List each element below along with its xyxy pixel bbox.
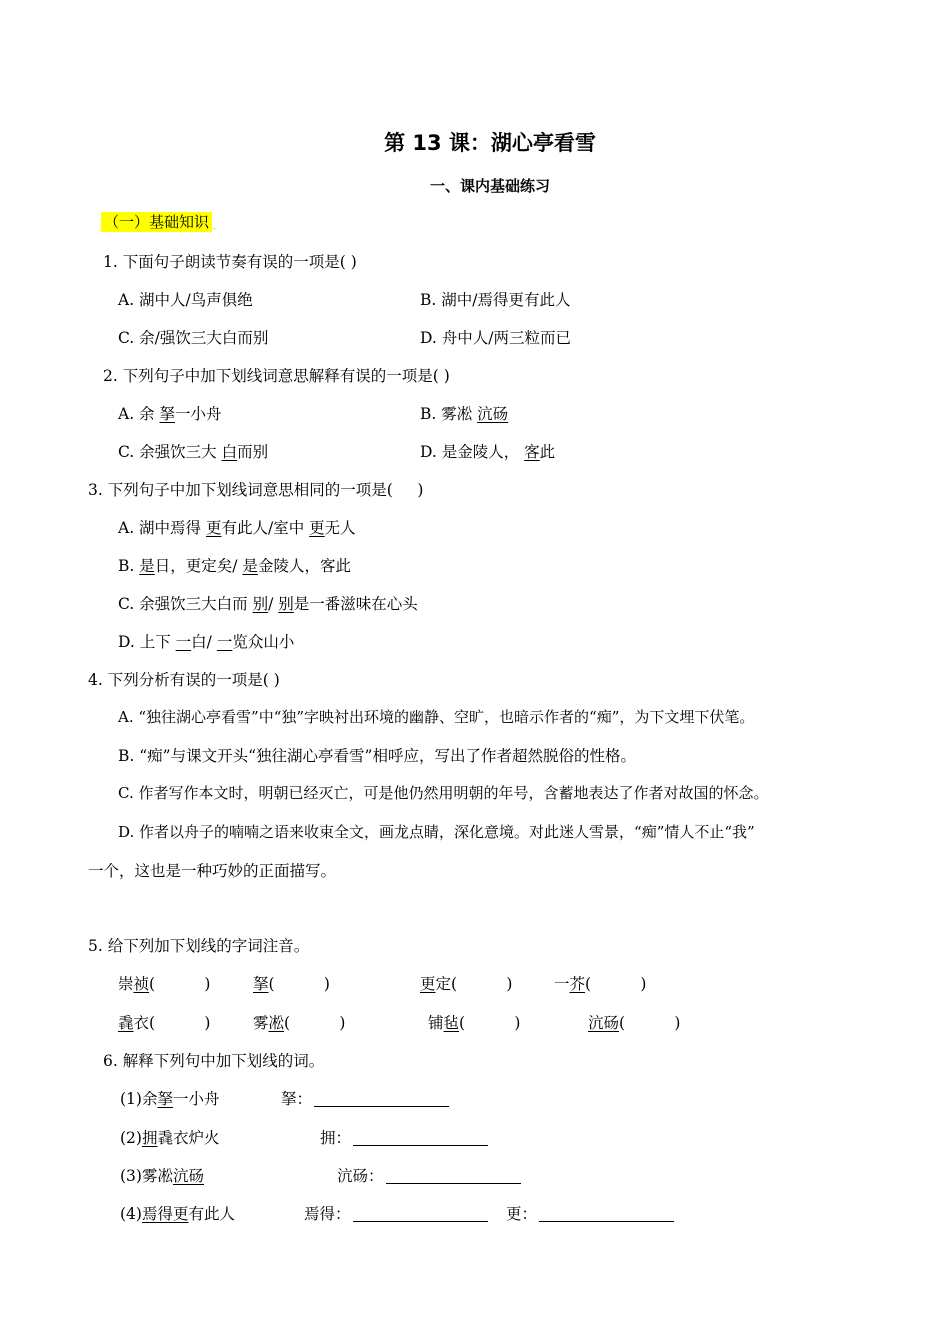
explain-answer-3: 沆砀： <box>337 1164 521 1186</box>
answer-blank[interactable] <box>539 1205 674 1222</box>
explain-answer-4a: 焉得： <box>304 1202 488 1224</box>
pinyin-item-7: 铺毡( ) <box>428 1014 521 1032</box>
pinyin-item-6: 雾凇( ) <box>253 1014 346 1032</box>
section-heading: 一、课内基础练习 <box>429 177 550 195</box>
explain-item-3: (3)雾凇沆砀 <box>120 1167 204 1185</box>
pinyin-item-3: 更定( ) <box>420 975 513 993</box>
explain-answer-4b: 更： <box>506 1202 674 1224</box>
question-3-option-b: B. 是日，更定矣/ 是金陵人，客此 <box>118 557 351 575</box>
question-1-option-c: C. 余/强饮三大白而别 <box>118 329 269 347</box>
question-4-option-a: A. “独往湖心亭看雪”中“独”字映衬出环境的幽静、空旷，也暗示作者的“痴”，为下文埋下伏笔。 <box>118 708 755 726</box>
question-3-option-a: A. 湖中焉得 更有此人/室中 更无人 <box>118 519 356 537</box>
subsection-label <box>101 211 217 232</box>
answer-blank[interactable] <box>386 1167 521 1184</box>
question-4-stem: 4. 下列分析有误的一项是( ) <box>88 671 280 689</box>
question-5-stem: 5. 给下列加下划线的字词注音。 <box>88 937 310 955</box>
highlighted-label: （一）基础知识 <box>101 212 212 232</box>
question-3-stem: 3. 下列句子中加下划线词意思相同的一项是( ) <box>88 481 424 499</box>
question-2-option-a: A. 余 拏一小舟 <box>118 405 222 423</box>
pinyin-item-1: 崇祯( ) <box>118 975 211 993</box>
question-3-option-d: D. 上下 一白/ 一览众山小 <box>118 633 295 651</box>
question-6-stem: 6. 解释下列句中加下划线的词。 <box>103 1052 325 1070</box>
explain-item-2: (2)拥毳衣炉火 <box>120 1129 220 1147</box>
question-2-option-b: B. 雾凇 沆砀 <box>420 405 509 423</box>
question-4-option-c: C. 作者写作本文时，明朝已经灭亡，可是他仍然用明朝的年号，含蓄地表达了作者对故国的怀念。 <box>118 784 769 802</box>
answer-blank[interactable] <box>353 1205 488 1222</box>
question-4-option-d-line2: 一个，这也是一种巧妙的正面描写。 <box>88 862 337 880</box>
question-3-option-c: C. 余强饮三大白而 别/ 别是一番滋味在心头 <box>118 595 418 613</box>
explain-item-1: (1)余拏一小舟 <box>120 1090 220 1108</box>
question-1-stem: 1. 下面句子朗读节奏有误的一项是( ) <box>103 253 357 271</box>
explain-item-4: (4)焉得更有此人 <box>120 1205 236 1223</box>
question-2-stem: 2. 下列句子中加下划线词意思解释有误的一项是( ) <box>103 367 450 385</box>
answer-blank[interactable] <box>353 1129 488 1146</box>
question-4-option-b: B. “痴”与课文开头“独往湖心亭看雪”相呼应，写出了作者超然脱俗的性格。 <box>118 747 636 765</box>
pinyin-item-2: 拏( ) <box>253 975 330 993</box>
pinyin-item-5: 毳衣( ) <box>118 1014 211 1032</box>
explain-answer-2: 拥： <box>320 1126 488 1148</box>
question-2-option-c: C. 余强饮三大 白而别 <box>118 443 269 461</box>
pinyin-item-8: 沆砀( ) <box>588 1014 681 1032</box>
page-title: 第 13 课：湖心亭看雪 <box>384 131 596 155</box>
explain-answer-1: 拏： <box>281 1087 449 1109</box>
question-1-option-d: D. 舟中人/两三粒而已 <box>420 329 571 347</box>
answer-blank[interactable] <box>314 1090 449 1107</box>
question-2-option-d: D. 是金陵人， 客此 <box>420 443 556 461</box>
pinyin-item-4: 一芥( ) <box>554 975 647 993</box>
paragraph-mark: ˯ <box>212 220 217 230</box>
question-1-option-a: A. 湖中人/鸟声俱绝 <box>118 291 253 309</box>
question-1-option-b: B. 湖中/焉得更有此人 <box>420 291 571 309</box>
question-4-option-d-line1: D. 作者以舟子的喃喃之语来收束全文，画龙点睛，深化意境。对此迷人雪景，“痴”情人不止“我” <box>118 823 755 841</box>
